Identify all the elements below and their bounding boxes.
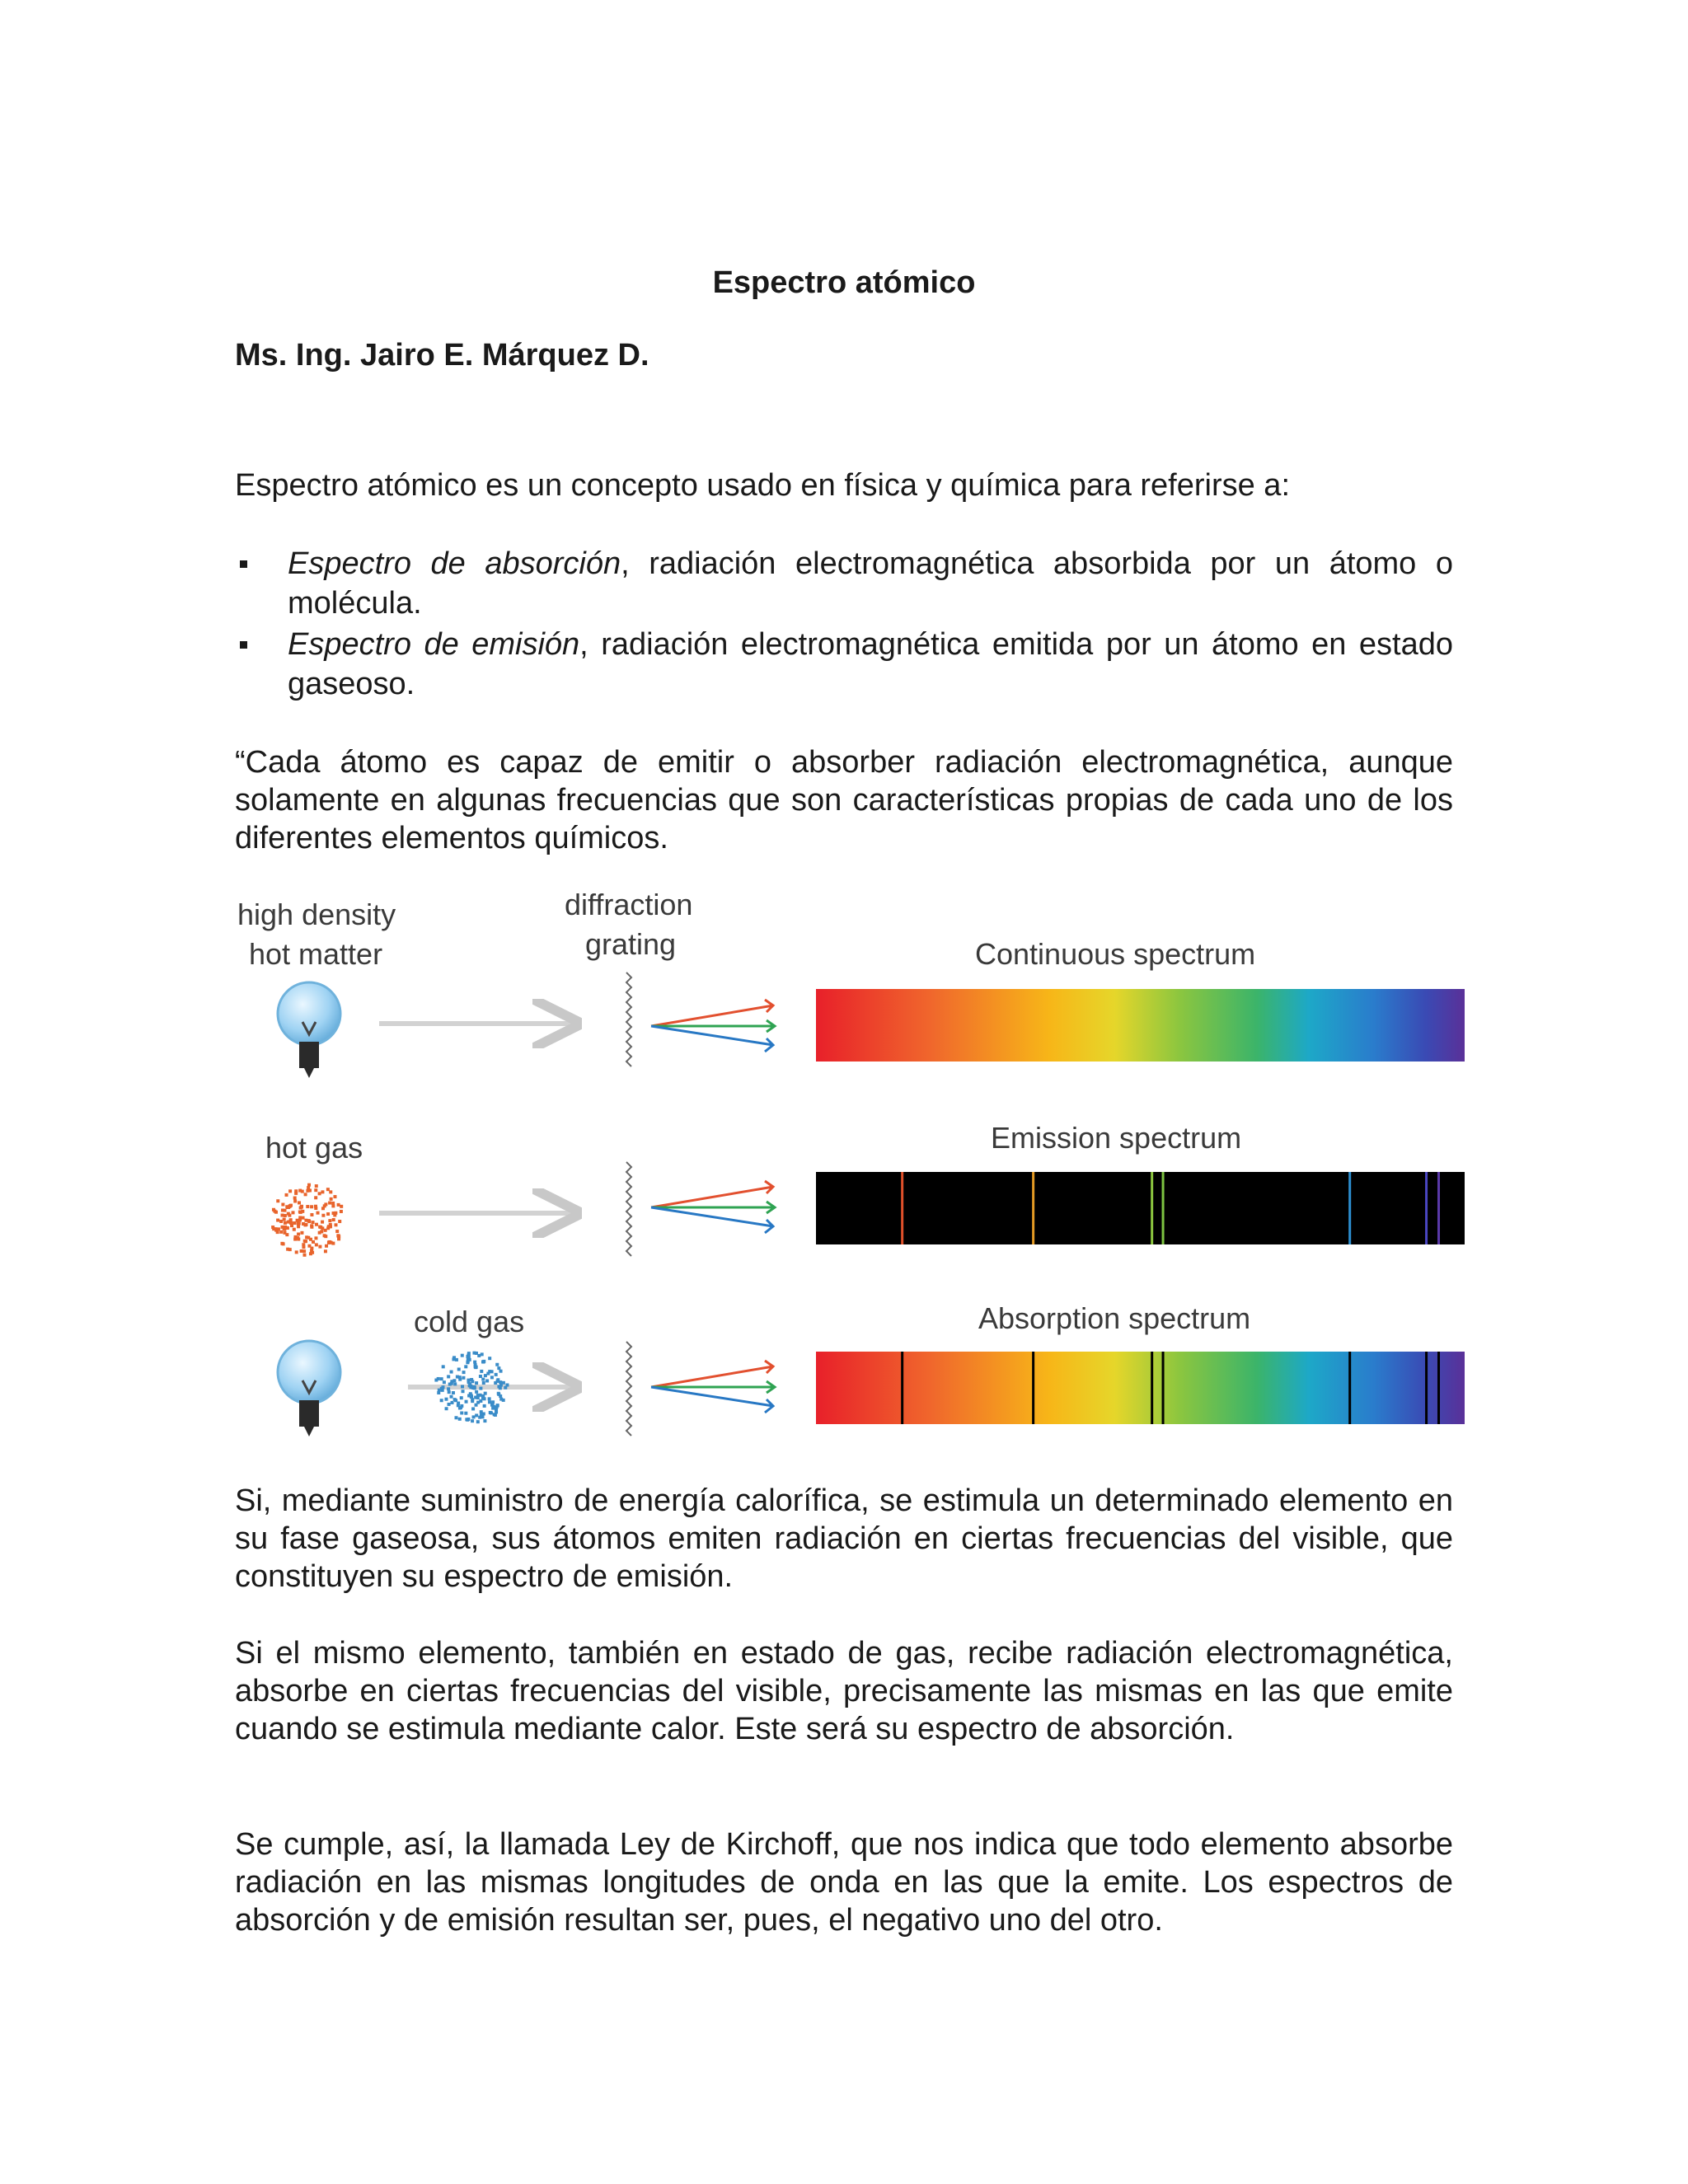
gas-particle xyxy=(298,1211,302,1214)
gas-particle xyxy=(448,1403,451,1406)
gas-particle xyxy=(464,1365,467,1368)
gas-particle xyxy=(434,1379,438,1382)
bullet-square-icon xyxy=(240,560,247,568)
gas-particle xyxy=(496,1378,499,1381)
gas-particle xyxy=(471,1399,474,1403)
gas-particle xyxy=(465,1400,468,1404)
emission-line xyxy=(901,1172,903,1244)
label-hot-gas: hot gas xyxy=(265,1131,363,1165)
gas-particle xyxy=(460,1411,463,1414)
gas-particle xyxy=(276,1199,279,1202)
gas-particle xyxy=(486,1372,490,1376)
gas-particle xyxy=(475,1413,478,1417)
label-grating-2: grating xyxy=(585,927,677,961)
gas-particle xyxy=(482,1361,485,1364)
gas-particle xyxy=(321,1190,324,1193)
gas-particle xyxy=(326,1212,330,1216)
gas-particle xyxy=(332,1218,335,1221)
gas-particle xyxy=(325,1244,328,1248)
gas-particle xyxy=(284,1221,287,1225)
hot-gas-icon xyxy=(271,1183,343,1257)
gas-particle xyxy=(334,1212,337,1215)
gas-particle xyxy=(306,1189,309,1193)
gas-particle xyxy=(304,1193,307,1196)
absorption-line xyxy=(901,1352,903,1424)
absorption-line xyxy=(1348,1352,1351,1424)
emission-line xyxy=(1437,1172,1440,1244)
gas-particle xyxy=(445,1407,448,1410)
gas-particle xyxy=(274,1229,278,1232)
gas-particle xyxy=(467,1418,470,1421)
gas-particle xyxy=(488,1397,491,1400)
gas-particle xyxy=(279,1230,283,1234)
dispersion-arrows xyxy=(651,1361,775,1413)
gas-particle xyxy=(314,1188,317,1192)
label-continuous: Continuous spectrum xyxy=(975,937,1256,971)
emission-line xyxy=(1151,1172,1153,1244)
spectra-figure xyxy=(231,890,1467,1451)
gas-particle xyxy=(318,1231,321,1235)
definition-list xyxy=(235,544,1453,705)
gas-particle xyxy=(315,1223,318,1226)
gas-particle xyxy=(330,1197,333,1201)
label-cold-gas: cold gas xyxy=(414,1305,525,1338)
gas-particle xyxy=(452,1357,455,1361)
quote-paragraph: “Cada átomo es capaz de emitir o absorber radiación electromagnética, aunque solamente en algunas frecuencias que son características propias de cada uno de los diferentes elementos químicos. xyxy=(235,745,1453,855)
gas-particle xyxy=(272,1208,275,1212)
gas-particle xyxy=(314,1196,317,1199)
gas-particle xyxy=(462,1371,466,1374)
absorption-line xyxy=(1151,1352,1153,1424)
gas-particle xyxy=(457,1402,460,1405)
gas-particle xyxy=(323,1234,326,1237)
gas-particle xyxy=(286,1226,289,1230)
gas-particle xyxy=(296,1236,299,1240)
gas-particle xyxy=(326,1188,330,1191)
gas-particle xyxy=(450,1395,453,1399)
gas-particle xyxy=(476,1420,480,1423)
gas-particle xyxy=(310,1205,313,1208)
gas-particle xyxy=(297,1222,300,1226)
gas-particle xyxy=(448,1390,451,1394)
gas-particle xyxy=(335,1230,339,1233)
gas-particle xyxy=(459,1406,462,1409)
gas-particle xyxy=(302,1249,306,1253)
gas-particle xyxy=(298,1216,302,1219)
emission-line xyxy=(1425,1172,1428,1244)
gas-particle xyxy=(337,1203,340,1207)
gas-particle xyxy=(456,1376,459,1379)
author-line: Ms. Ing. Jairo E. Márquez D. xyxy=(235,338,649,373)
label-source-1: high density xyxy=(237,898,396,931)
gas-particle xyxy=(315,1243,318,1246)
gas-particle xyxy=(306,1205,309,1208)
light-bulb-icon xyxy=(278,982,340,1078)
gas-particle xyxy=(462,1376,465,1380)
gas-particle xyxy=(324,1249,327,1253)
gas-particle xyxy=(452,1379,456,1382)
gas-particle xyxy=(328,1202,331,1205)
label-grating-1: diffraction xyxy=(565,890,693,921)
gas-particle xyxy=(470,1385,473,1389)
gas-particle xyxy=(472,1352,476,1355)
gas-particle xyxy=(481,1415,485,1418)
gas-particle xyxy=(333,1195,336,1198)
gas-particle xyxy=(450,1371,453,1374)
gas-particle xyxy=(455,1416,458,1419)
gas-particle xyxy=(467,1380,471,1384)
gas-particle xyxy=(324,1229,327,1232)
gas-particle xyxy=(483,1419,486,1422)
gas-particle xyxy=(450,1382,453,1385)
gas-particle xyxy=(490,1411,493,1414)
gas-particle xyxy=(475,1381,478,1385)
gas-particle xyxy=(457,1367,461,1371)
gas-particle xyxy=(460,1396,463,1399)
gas-particle xyxy=(297,1225,300,1228)
grating-icon xyxy=(626,972,631,1066)
gas-particle xyxy=(499,1370,503,1373)
emission-line xyxy=(1348,1172,1351,1244)
gas-particle xyxy=(314,1236,317,1240)
gas-particle xyxy=(331,1242,335,1245)
gas-particle xyxy=(488,1357,491,1360)
gas-particle xyxy=(338,1220,341,1223)
emission-line xyxy=(1032,1172,1034,1244)
gas-particle xyxy=(316,1212,320,1215)
gas-particle xyxy=(281,1208,284,1212)
gas-particle xyxy=(288,1214,291,1217)
label-emission: Emission spectrum xyxy=(991,1121,1242,1155)
gas-particle xyxy=(300,1231,303,1235)
gas-particle xyxy=(318,1192,321,1195)
gas-particle xyxy=(282,1242,285,1245)
gas-particle xyxy=(285,1193,288,1197)
term-emission: Espectro de emisión xyxy=(288,627,580,662)
gas-particle xyxy=(458,1418,462,1421)
gas-particle xyxy=(288,1189,292,1193)
gas-particle xyxy=(482,1381,485,1385)
gas-particle xyxy=(286,1248,289,1251)
gas-particle xyxy=(297,1233,300,1236)
gas-particle xyxy=(451,1401,454,1404)
gas-particle xyxy=(300,1205,303,1208)
gas-particle xyxy=(298,1201,301,1204)
gas-particle xyxy=(335,1223,338,1226)
paragraph-emission: Si, mediante suministro de energía calorífica, se estimula un determinado elemento en su fase gaseosa, sus átomos emiten radiación en ciertas frecuencias del visible, que constituyen su espectro de emisión. xyxy=(235,1483,1453,1594)
gas-particle xyxy=(321,1221,324,1224)
gas-particle xyxy=(321,1214,325,1217)
gas-particle xyxy=(467,1352,471,1355)
gas-particle xyxy=(295,1250,298,1254)
gas-particle xyxy=(294,1189,298,1193)
gas-particle xyxy=(304,1219,307,1222)
gas-particle xyxy=(502,1381,505,1385)
light-bulb-icon xyxy=(278,1341,340,1436)
gas-particle xyxy=(494,1413,497,1417)
gas-particle xyxy=(502,1399,505,1402)
gas-particle xyxy=(440,1377,443,1380)
gas-particle xyxy=(312,1221,315,1224)
gas-particle xyxy=(471,1407,475,1410)
gas-particle xyxy=(328,1219,331,1222)
gas-particle xyxy=(307,1244,311,1248)
gas-particle xyxy=(495,1363,499,1366)
gas-particle xyxy=(331,1202,335,1205)
gas-particle xyxy=(281,1203,284,1207)
gas-particle xyxy=(490,1376,494,1379)
gas-particle xyxy=(318,1245,321,1249)
gas-particle xyxy=(293,1197,297,1200)
gas-particle xyxy=(441,1389,444,1392)
gas-particle xyxy=(280,1226,284,1229)
gas-particle xyxy=(340,1205,343,1208)
absorption-line xyxy=(1032,1352,1034,1424)
gas-particle xyxy=(302,1254,306,1257)
gas-particle xyxy=(479,1399,482,1403)
gas-particle xyxy=(337,1237,340,1240)
gas-particle xyxy=(481,1378,485,1381)
gas-particle xyxy=(444,1398,448,1401)
absorption-line xyxy=(1162,1352,1165,1424)
gas-particle xyxy=(485,1379,489,1382)
dispersion-arrows xyxy=(651,1000,775,1052)
gas-particle xyxy=(471,1419,474,1422)
gas-particle xyxy=(494,1381,497,1385)
definition-emission: , radiación electromagnética emitida por un átomo en estado gaseoso. xyxy=(288,627,1453,701)
gas-particle xyxy=(314,1205,317,1208)
gas-particle xyxy=(337,1234,340,1237)
gas-particle xyxy=(307,1220,311,1223)
page-title: Espectro atómico xyxy=(712,265,976,300)
gas-particle xyxy=(497,1392,500,1395)
term-absorption: Espectro de absorción xyxy=(288,546,621,581)
gas-particle xyxy=(447,1387,450,1390)
gas-particle xyxy=(453,1382,457,1385)
gas-particle xyxy=(302,1222,305,1226)
gas-particle xyxy=(470,1378,473,1381)
gas-particle xyxy=(497,1366,500,1370)
gas-particle xyxy=(293,1228,296,1231)
spectra-diagram xyxy=(231,890,1467,1451)
gas-particle xyxy=(287,1221,290,1224)
absorption-spectrum-bar xyxy=(816,1352,1465,1424)
gas-particle xyxy=(447,1375,450,1378)
gas-particle xyxy=(310,1224,313,1227)
gas-particle xyxy=(496,1404,499,1407)
list-item xyxy=(235,544,1453,623)
absorption-line xyxy=(1437,1352,1440,1424)
gas-particle xyxy=(327,1225,331,1228)
gas-particle xyxy=(484,1374,487,1377)
gas-particle xyxy=(475,1390,478,1394)
gas-particle xyxy=(296,1219,299,1222)
grating-icon xyxy=(626,1342,631,1436)
emission-spectrum-bar xyxy=(816,1172,1465,1244)
gas-particle xyxy=(293,1199,297,1202)
gas-particle xyxy=(462,1390,465,1393)
gas-particle xyxy=(469,1392,472,1395)
list-item xyxy=(235,625,1453,704)
gas-particle xyxy=(472,1415,476,1418)
gas-particle xyxy=(476,1396,480,1399)
dispersion-arrows xyxy=(651,1181,775,1233)
gas-particle xyxy=(482,1412,485,1415)
gas-particle xyxy=(464,1412,467,1415)
gas-particle xyxy=(310,1213,313,1216)
gas-particle xyxy=(285,1233,288,1236)
paragraph-kirchoff: Se cumple, así, la llamada Ley de Kirchoff, que nos indica que todo elemento absorbe radiación en las mismas longitudes de onda en las que la emite. Los espectros de absorción y de emisión resultan ser, pues, el negativo uno del otro. xyxy=(235,1827,1453,1938)
gas-particle xyxy=(466,1361,469,1364)
gas-particle xyxy=(495,1373,498,1376)
continuous-spectrum-bar xyxy=(816,989,1465,1062)
gas-particle xyxy=(281,1214,284,1217)
gas-particle xyxy=(303,1240,307,1243)
gas-particle xyxy=(479,1387,482,1390)
gas-particle xyxy=(461,1354,464,1357)
gas-particle xyxy=(340,1210,343,1213)
gas-particle xyxy=(481,1396,485,1399)
gas-particle xyxy=(302,1245,305,1249)
absorption-line xyxy=(1425,1352,1428,1424)
gas-particle xyxy=(301,1190,304,1193)
gas-particle xyxy=(461,1385,464,1388)
gas-particle xyxy=(279,1220,283,1223)
gas-particle xyxy=(300,1249,303,1253)
gas-particle xyxy=(307,1236,310,1240)
gas-particle xyxy=(493,1405,496,1408)
gas-particle xyxy=(327,1240,331,1244)
bullet-square-icon xyxy=(240,641,247,649)
gas-particle xyxy=(474,1366,477,1369)
paragraph-absorption: Si el mismo elemento, también en estado de gas, recibe radiación electromagnética, absorbe en ciertas frecuencias del visible, precisamente las mismas en las que emite cuando se estimula mediante calor. Este será su espectro de absorción. xyxy=(235,1636,1453,1746)
gas-particle xyxy=(293,1221,296,1225)
gas-particle xyxy=(488,1400,491,1404)
gas-particle xyxy=(491,1403,495,1406)
gas-particle xyxy=(307,1183,311,1187)
gas-particle xyxy=(467,1355,470,1358)
gas-particle xyxy=(452,1391,455,1394)
emission-line xyxy=(1162,1172,1165,1244)
gas-particle xyxy=(291,1211,294,1214)
gas-particle xyxy=(331,1204,335,1207)
gas-particle xyxy=(318,1226,321,1229)
gas-particle xyxy=(289,1204,293,1207)
gas-particle xyxy=(442,1365,445,1368)
gas-particle xyxy=(481,1352,484,1356)
gas-particle xyxy=(276,1219,279,1222)
gas-particle xyxy=(480,1370,483,1373)
gas-particle xyxy=(479,1375,482,1378)
gas-particle xyxy=(505,1384,509,1387)
gas-particle xyxy=(483,1404,486,1408)
grating-icon xyxy=(626,1162,631,1256)
gas-particle xyxy=(283,1218,286,1221)
gas-particle xyxy=(437,1391,440,1394)
gas-particle xyxy=(443,1380,446,1384)
gas-particle xyxy=(323,1204,326,1207)
definition-absorption: , radiación electromagnética absorbida por un átomo o molécula. xyxy=(288,546,1453,621)
gas-particle xyxy=(315,1184,318,1188)
gas-particle xyxy=(499,1386,502,1390)
gas-particle xyxy=(484,1392,487,1395)
label-absorption: Absorption spectrum xyxy=(978,1301,1251,1335)
intro-paragraph: Espectro atómico es un concepto usado en física y química para referirse a: xyxy=(235,468,1290,503)
gas-particle xyxy=(440,1399,443,1402)
label-source-2: hot matter xyxy=(249,937,383,971)
gas-particle xyxy=(271,1226,274,1229)
gas-particle xyxy=(473,1361,476,1364)
